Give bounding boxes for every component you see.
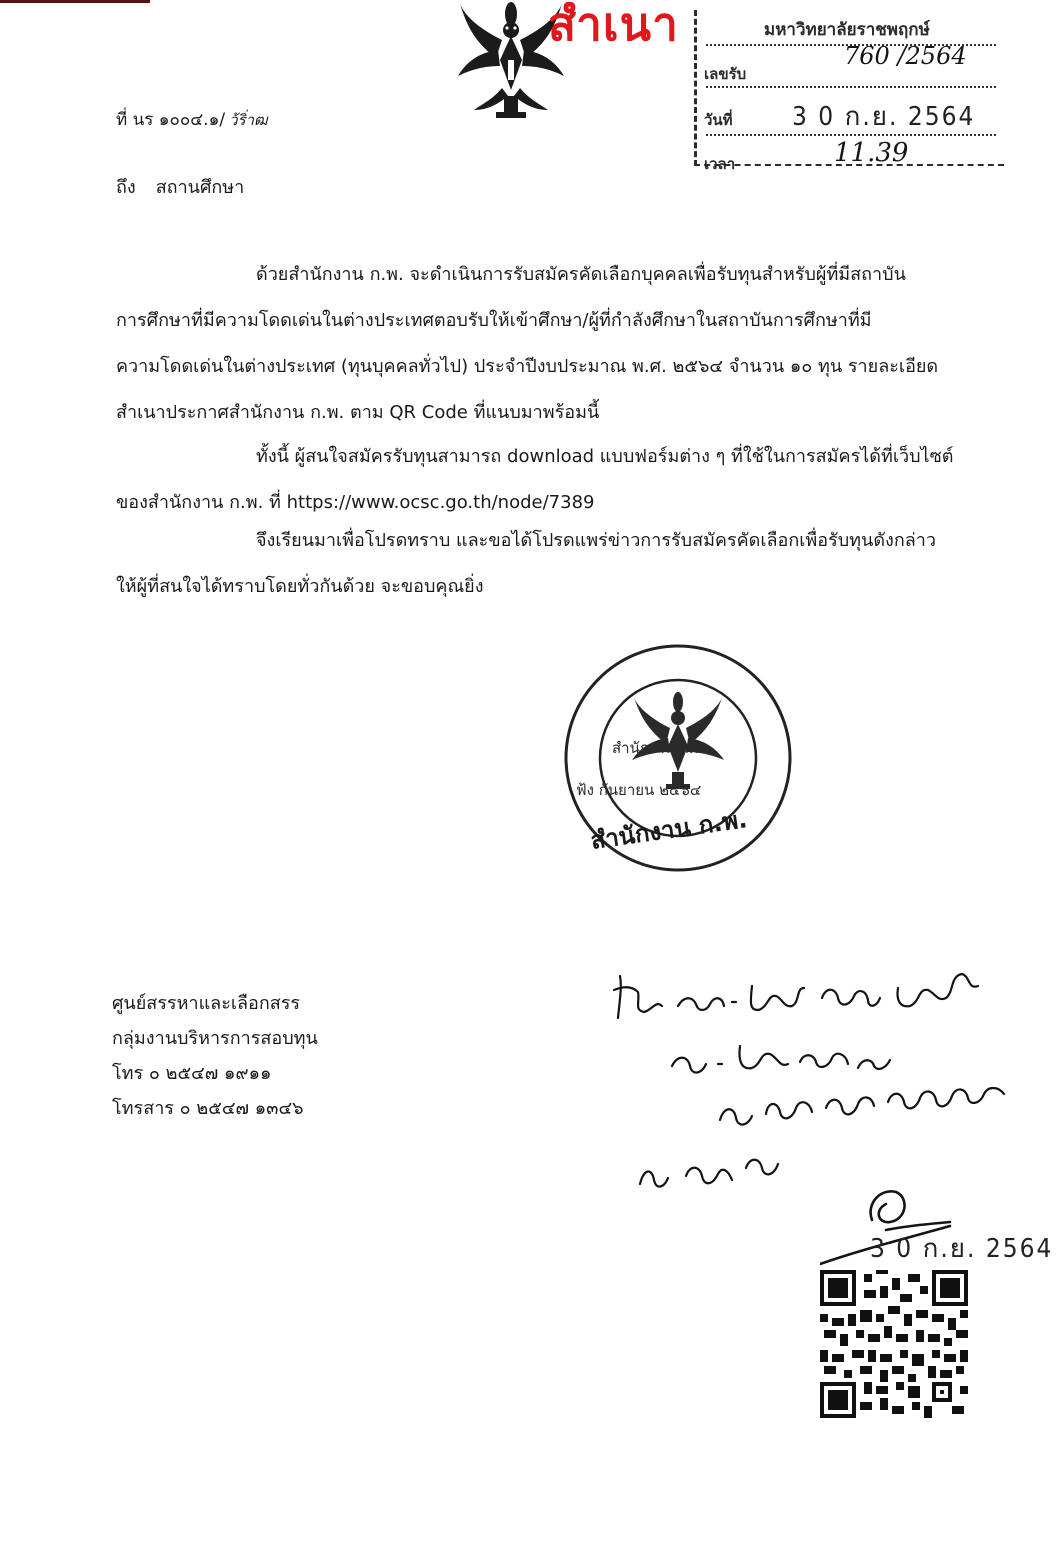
receipt-university: มหาวิทยาลัยราชพฤกษ์: [764, 20, 930, 40]
receipt-time-value: 11.39: [834, 138, 909, 168]
contact-block: [112, 986, 318, 1126]
addressee: ถึง สถานศึกษา: [116, 177, 245, 198]
paragraph-3: จึงเรียนมาเพื่อโปรดทราบ และขอได้โปรดแพร่ข่าวการรับสมัครคัดเลือกเพื่อรับทุนดังกล่าว ให้ผู้ที่สนใจได้ทราบโดยทั่วกันด้วย จะขอบคุณยิ่ง: [116, 530, 936, 597]
contact-group: กลุ่มงานบริหารการสอบทุน: [112, 1028, 318, 1049]
seal-text-office: สำนักงาน ก.พ.: [612, 739, 709, 757]
paragraph-2: ทั้งนี้ ผู้สนใจสมัครรับทุนสามารถ download แบบฟอร์มต่าง ๆ ที่ใช้ในการสมัครได้ที่เว็บไซต์ ของสำนักงาน ก.พ. ที่ https://www.ocsc.go.th/node/7389: [116, 446, 954, 513]
contact-unit: ศูนย์สรรหาและเลือกสรร: [112, 993, 301, 1014]
seal-ring-text: สำนักงาน ก.พ.: [588, 805, 749, 855]
receipt-number-value: 760 /2564: [844, 42, 967, 70]
receipt-stamp: [694, 4, 1012, 176]
document-reference: ที่ นร ๑๐๐๔.๑/ ว้ริ่าฒ: [116, 110, 268, 130]
qr-code-icon: [820, 1270, 968, 1418]
initial-date-stamp: 3 0 ก.ย. 2564: [870, 1234, 1054, 1264]
receipt-date-value: 3 0 ก.ย. 2564: [792, 102, 976, 132]
receipt-number-label: เลขรับ: [704, 65, 747, 83]
scan-edge-mark: [0, 0, 150, 3]
paragraph-1: ด้วยสำนักงาน ก.พ. จะดำเนินการรับสมัครคัดเลือกบุคคลเพื่อรับทุนสำหรับผู้ที่มีสถาบัน การศึกษาที่มีความโดดเด่นในต่างประเทศตอบรับให้เข้าศึกษา/ผู้ที่กำลังศึกษาในสถาบันการศึกษาที่มี ความโดดเด่นในต่างประเทศ (ทุนบุคคลทั่วไป) ประจำปีงบประมาณ พ.ศ. ๒๕๖๔ จำนวน ๑๐ ทุน รายละเอียด สำเนาประกาศสำนักงาน ก.พ. ตาม QR Code ที่แนบมาพร้อมนี้: [116, 264, 939, 423]
seal-text-date: ฟ้ง กันยายน ๒๕๖๔: [576, 781, 702, 799]
contact-phone: โทร ๐ ๒๕๔๗ ๑๙๑๑: [112, 1063, 272, 1084]
contact-fax: โทรสาร ๐ ๒๕๔๗ ๑๓๔๖: [112, 1098, 304, 1119]
receipt-time-label: เวลา: [704, 155, 736, 173]
annotation-text: [600, 936, 601, 937]
copy-stamp: สำเนา: [548, 0, 679, 51]
receipt-date-label: วันที่: [704, 111, 733, 129]
